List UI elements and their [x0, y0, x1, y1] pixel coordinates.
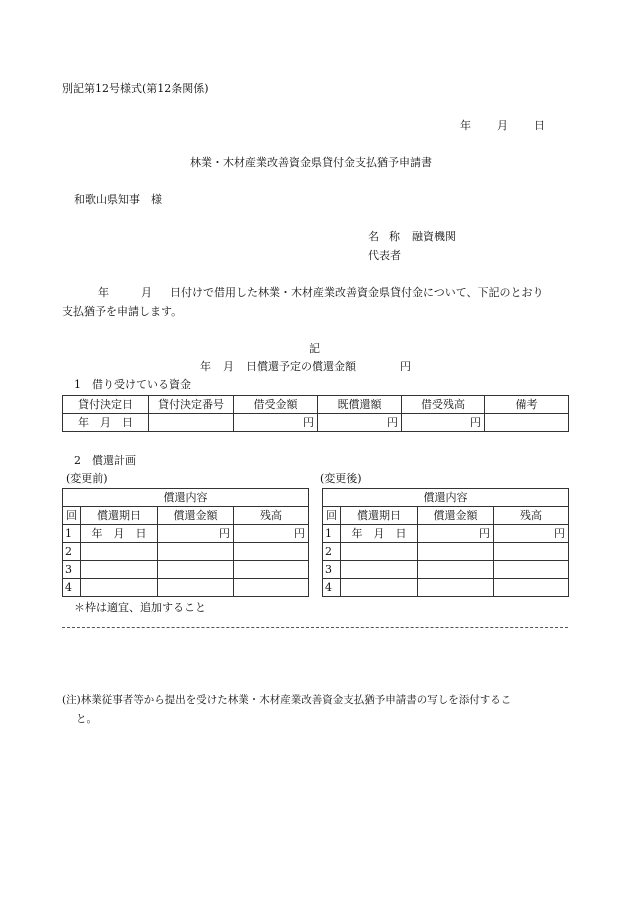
addressee: 和歌山県知事 様 — [74, 193, 162, 206]
section2-heading: 2 償還計画 — [74, 454, 136, 467]
table-row — [323, 579, 569, 597]
section1-heading: 1 借り受けている資金 — [74, 378, 191, 391]
loan-header-remarks: 備考 — [485, 396, 569, 414]
repay-yen: 円 — [400, 360, 411, 373]
name-label-a: 名 — [368, 230, 379, 243]
table-row — [63, 561, 309, 579]
before-group-header-row — [63, 489, 309, 507]
before-row-number: 2 — [63, 543, 81, 561]
before-row-balance — [234, 579, 309, 597]
before-row-amount — [158, 579, 234, 597]
document-title: 林業・木材産業改善資金県貸付金支払猶予申請書 — [190, 156, 432, 169]
before-row-number: 3 — [63, 561, 81, 579]
loan-decision-number — [149, 414, 234, 432]
loan-table-row — [63, 414, 569, 432]
loan-header-repaid-amount: 既償還額 — [318, 396, 402, 414]
date-day: 日 — [534, 119, 545, 132]
date-year: 年 — [460, 119, 471, 132]
before-header-balance: 残高 — [234, 507, 309, 525]
table-row — [63, 525, 309, 543]
loan-header-decision-date: 貸付決定日 — [63, 396, 149, 414]
after-row-balance — [494, 543, 569, 561]
repayment-plan-after-table — [322, 488, 569, 597]
after-header-amount: 償還金額 — [418, 507, 494, 525]
date-line — [460, 119, 545, 133]
applicant-name-value: 融資機関 — [412, 230, 456, 243]
loan-balance: 円 — [402, 414, 485, 432]
before-row-balance — [234, 561, 309, 579]
before-group-header: 償還内容 — [63, 489, 309, 507]
loan-remarks — [485, 414, 569, 432]
repay-year: 年 — [200, 360, 211, 373]
before-row-number: 4 — [63, 579, 81, 597]
body-line-1 — [98, 286, 544, 300]
after-row-due-date: 年 月 日 — [341, 525, 418, 543]
before-header-due-date: 償還期日 — [81, 507, 158, 525]
form-label: 別記第12号様式(第12条関係) — [62, 82, 209, 95]
repay-text: 日償還予定の償還金額 — [246, 360, 356, 373]
after-row-balance — [494, 561, 569, 579]
before-row-balance: 円 — [234, 525, 309, 543]
repay-month: 月 — [223, 360, 234, 373]
loan-header-borrowed-amount: 借受金額 — [234, 396, 318, 414]
after-row-amount — [418, 543, 494, 561]
after-header-due-date: 償還期日 — [341, 507, 418, 525]
loan-table-header-row — [63, 396, 569, 414]
before-row-amount: 円 — [158, 525, 234, 543]
after-col-header-row — [323, 507, 569, 525]
loan-borrowed-amount: 円 — [234, 414, 318, 432]
before-row-due-date: 年 月 日 — [81, 525, 158, 543]
after-header-balance: 残高 — [494, 507, 569, 525]
before-row-amount — [158, 543, 234, 561]
table-note: ＊枠は適宜、追加すること — [74, 601, 206, 614]
body-year: 年 — [98, 286, 109, 299]
representative-label: 代表者 — [368, 249, 401, 262]
before-change-label: (変更前) — [66, 472, 108, 485]
after-row-number: 4 — [323, 579, 341, 597]
after-group-header: 償還内容 — [323, 489, 569, 507]
after-row-number: 2 — [323, 543, 341, 561]
after-row-number: 1 — [323, 525, 341, 543]
after-row-due-date — [341, 561, 418, 579]
before-row-balance — [234, 543, 309, 561]
body-line-2: 支払猶予を申請します。 — [62, 305, 183, 318]
before-row-due-date — [81, 579, 158, 597]
footnote-line-1: (注)林業従事者等から提出を受けた林業・木材産業改善資金支払猶予申請書の写しを添付するこ — [62, 694, 512, 706]
after-row-number: 3 — [323, 561, 341, 579]
after-row-due-date — [341, 579, 418, 597]
loan-header-balance: 借受残高 — [402, 396, 485, 414]
body-text: 日付けで借用した林業・木材産業改善資金県貸付金について、下記のとおり — [170, 286, 544, 299]
before-row-due-date — [81, 543, 158, 561]
after-row-due-date — [341, 543, 418, 561]
before-header-count: 回 — [63, 507, 81, 525]
loan-header-decision-number: 貸付決定番号 — [149, 396, 234, 414]
table-row — [63, 579, 309, 597]
loan-repaid-amount: 円 — [318, 414, 402, 432]
before-row-due-date — [81, 561, 158, 579]
loan-table — [62, 395, 569, 432]
before-row-number: 1 — [63, 525, 81, 543]
repay-amount-line — [200, 360, 411, 374]
after-row-balance — [494, 579, 569, 597]
name-label-b: 称 — [389, 230, 400, 243]
before-col-header-row — [63, 507, 309, 525]
dashed-divider — [62, 627, 568, 628]
table-row — [323, 561, 569, 579]
applicant-name-line — [368, 230, 456, 244]
after-header-count: 回 — [323, 507, 341, 525]
body-month: 月 — [141, 286, 152, 299]
after-change-label: (変更後) — [320, 472, 362, 485]
after-row-amount: 円 — [418, 525, 494, 543]
repayment-plan-before-table — [62, 488, 309, 597]
table-row — [323, 525, 569, 543]
loan-decision-date: 年 月 日 — [63, 414, 149, 432]
before-header-amount: 償還金額 — [158, 507, 234, 525]
after-row-amount — [418, 561, 494, 579]
ki-mark: 記 — [309, 342, 320, 355]
before-row-amount — [158, 561, 234, 579]
table-row — [63, 543, 309, 561]
after-group-header-row — [323, 489, 569, 507]
after-row-balance: 円 — [494, 525, 569, 543]
date-month: 月 — [497, 119, 508, 132]
table-row — [323, 543, 569, 561]
after-row-amount — [418, 579, 494, 597]
footnote-line-2: と。 — [76, 713, 97, 725]
